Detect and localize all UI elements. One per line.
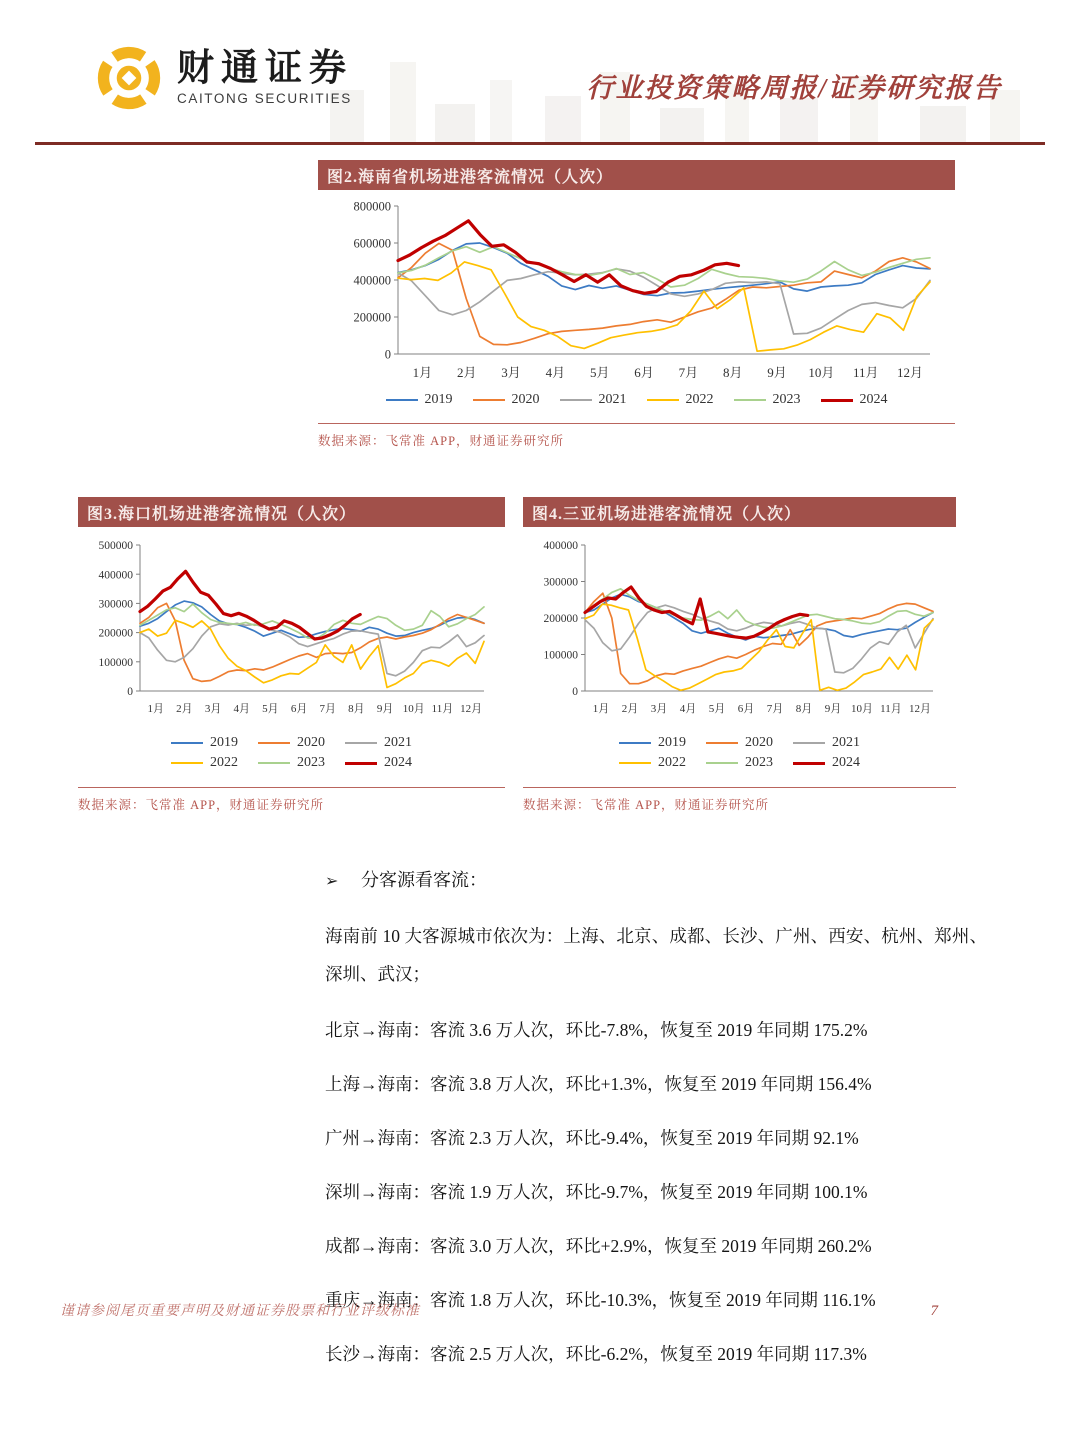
legend-label-2021: 2021: [598, 392, 627, 407]
data-source-haikou: 数据来源：飞常准 APP，财通证券研究所: [78, 798, 325, 812]
chart-section-sanya: [523, 497, 956, 813]
svg-text:4月: 4月: [545, 365, 566, 380]
series-line-2020: [140, 603, 484, 681]
legend-label-2024: 2024: [832, 755, 860, 770]
series-line-2023: [398, 247, 930, 287]
legend-swatch-2021: [560, 399, 592, 401]
legend-hainan: [318, 390, 955, 410]
legend-swatch-2022: [171, 762, 203, 764]
source-divider-sanya: [523, 787, 956, 788]
legend-item-2019: [619, 735, 686, 751]
svg-text:10月: 10月: [402, 703, 425, 715]
company-name-cn: 财通证券: [177, 48, 353, 90]
haikou-airport-line-chart: [78, 537, 498, 717]
svg-text:0: 0: [572, 686, 578, 699]
series-line-2022: [585, 604, 933, 690]
svg-text:0: 0: [127, 686, 133, 699]
route-flow-changsha: 长沙→海南：客流 2.5 万人次，环比-6.2%，恢复至 2019 年同期 117.3%: [325, 1344, 867, 1365]
legend-label-2019: 2019: [658, 735, 686, 750]
top-source-cities-paragraph: 海南前 10 大客源城市依次为：上海、北京、成都、长沙、广州、西安、杭州、郑州、深圳、武汉；: [325, 926, 987, 984]
svg-text:400000: 400000: [98, 569, 133, 582]
company-logo: [95, 44, 353, 112]
svg-text:0: 0: [384, 347, 391, 362]
legend-item-2022: [171, 755, 238, 771]
svg-text:5月: 5月: [589, 365, 610, 380]
svg-text:8月: 8月: [722, 365, 743, 380]
legend-swatch-2020: [706, 742, 738, 744]
svg-text:4月: 4月: [233, 703, 251, 715]
legend-swatch-2024: [821, 399, 853, 402]
svg-text:800000: 800000: [353, 199, 391, 214]
svg-text:9月: 9月: [767, 365, 787, 380]
svg-text:6月: 6月: [290, 703, 308, 715]
series-line-2024: [585, 587, 808, 638]
legend-swatch-2023: [258, 762, 290, 764]
legend-item-2019: [171, 735, 238, 751]
svg-text:100000: 100000: [98, 656, 133, 669]
legend-item-2024: [793, 755, 860, 771]
company-name-en: CAITONG SECURITIES: [177, 90, 352, 106]
legend-swatch-2022: [647, 399, 679, 401]
header-divider: [35, 142, 1045, 145]
route-flow-shenzhen: 深圳→海南：客流 1.9 万人次，环比-9.7%，恢复至 2019 年同期 100.1%: [325, 1182, 868, 1203]
legend-label-2022: 2022: [685, 392, 714, 407]
svg-text:9月: 9月: [376, 703, 394, 715]
chart-title-hainan: 图2.海南省机场进港客流情况（人次）: [318, 160, 955, 190]
legend-item-2023: [734, 392, 801, 408]
svg-text:10月: 10月: [808, 365, 835, 380]
source-divider-haikou: [78, 787, 505, 788]
legend-item-2019: [386, 392, 453, 408]
route-flow-shanghai: 上海→海南：客流 3.8 万人次，环比+1.3%，恢复至 2019 年同期 156.4%: [325, 1074, 872, 1095]
legend-item-2022: [647, 392, 714, 408]
svg-text:500000: 500000: [98, 540, 133, 553]
legend-item-2020: [706, 735, 773, 751]
hainan-airport-line-chart-svg: [322, 198, 952, 382]
source-divider-hainan: [318, 423, 955, 424]
svg-text:11月: 11月: [880, 703, 902, 715]
svg-text:12月: 12月: [897, 365, 924, 380]
svg-text:8月: 8月: [348, 703, 365, 715]
svg-text:200000: 200000: [98, 627, 133, 640]
legend-label-2021: 2021: [832, 735, 860, 750]
hainan-airport-line-chart: [322, 198, 952, 382]
legend-item-2023: [258, 755, 325, 771]
svg-text:200000: 200000: [353, 310, 391, 325]
legend-sanya: [575, 733, 905, 773]
svg-text:300000: 300000: [543, 576, 578, 589]
caitong-coin-icon: [95, 44, 163, 112]
svg-text:6月: 6月: [634, 365, 654, 380]
svg-text:5月: 5月: [262, 703, 279, 715]
page-footer: [60, 1300, 938, 1320]
legend-item-2020: [473, 392, 540, 408]
series-line-2021: [398, 269, 930, 334]
svg-text:2月: 2月: [456, 365, 477, 380]
legend-label-2023: 2023: [297, 755, 325, 770]
legend-item-2021: [793, 735, 860, 751]
legend-label-2023: 2023: [745, 755, 773, 770]
legend-swatch-2024: [345, 762, 377, 765]
legend-swatch-2023: [734, 399, 766, 401]
legend-label-2019: 2019: [210, 735, 238, 750]
svg-text:2月: 2月: [176, 703, 193, 715]
legend-swatch-2021: [345, 742, 377, 744]
legend-item-2024: [821, 392, 888, 408]
svg-text:9月: 9月: [824, 703, 842, 715]
svg-text:1月: 1月: [592, 703, 610, 715]
svg-text:6月: 6月: [737, 703, 755, 715]
legend-label-2024: 2024: [859, 392, 888, 407]
legend-item-2024: [345, 755, 412, 771]
svg-text:12月: 12月: [908, 703, 931, 715]
legend-swatch-2023: [706, 762, 738, 764]
legend-swatch-2022: [619, 762, 651, 764]
svg-text:5月: 5月: [708, 703, 726, 715]
svg-text:11月: 11月: [852, 365, 879, 380]
svg-text:600000: 600000: [353, 236, 391, 251]
data-source-hainan: 数据来源：飞常准 APP，财通证券研究所: [318, 434, 565, 448]
series-line-2024: [398, 221, 739, 293]
data-source-sanya: 数据来源：飞常准 APP，财通证券研究所: [523, 798, 770, 812]
legend-label-2024: 2024: [384, 755, 412, 770]
svg-text:200000: 200000: [543, 613, 578, 626]
route-flow-beijing: 北京→海南：客流 3.6 万人次，环比-7.8%，恢复至 2019 年同期 175.2%: [325, 1020, 868, 1041]
route-flow-guangzhou: 广州→海南：客流 2.3 万人次，环比-9.4%，恢复至 2019 年同期 92.1%: [325, 1128, 859, 1149]
svg-text:3月: 3月: [204, 703, 222, 715]
sanya-airport-line-chart: [523, 537, 947, 717]
legend-label-2020: 2020: [745, 735, 773, 750]
svg-text:7月: 7月: [678, 365, 699, 380]
svg-text:1月: 1月: [412, 365, 433, 380]
legend-label-2020: 2020: [511, 392, 540, 407]
svg-text:300000: 300000: [98, 598, 133, 611]
section-heading-line: [325, 866, 987, 892]
chart-section-hainan: [318, 160, 955, 449]
series-line-2023: [140, 604, 484, 639]
haikou-airport-line-chart-svg: [78, 537, 498, 717]
svg-text:12月: 12月: [460, 703, 483, 715]
legend-swatch-2019: [171, 742, 203, 744]
legend-swatch-2020: [258, 742, 290, 744]
legend-label-2023: 2023: [772, 392, 801, 407]
legend-label-2022: 2022: [210, 755, 238, 770]
chart-title-sanya: 图4.三亚机场进港客流情况（人次）: [523, 497, 956, 527]
svg-text:10月: 10月: [850, 703, 873, 715]
report-type-title: 行业投资策略周报/证券研究报告: [586, 73, 1002, 103]
svg-text:400000: 400000: [543, 540, 578, 553]
chart-title-haikou: 图3.海口机场进港客流情况（人次）: [78, 497, 505, 527]
legend-item-2020: [258, 735, 325, 751]
svg-text:11月: 11月: [431, 703, 454, 715]
legend-swatch-2019: [619, 742, 651, 744]
legend-item-2021: [345, 735, 412, 751]
sanya-airport-line-chart-svg: [523, 537, 947, 717]
svg-text:2月: 2月: [621, 703, 639, 715]
route-flow-chongqing: 重庆→海南：客流 1.8 万人次，环比-10.3%，恢复至 2019 年同期 116.1%: [325, 1290, 876, 1311]
svg-text:7月: 7月: [319, 703, 337, 715]
legend-label-2021: 2021: [384, 735, 412, 750]
arrow-bullet-icon: ➢: [325, 873, 339, 890]
series-line-2019: [140, 601, 484, 637]
legend-item-2022: [619, 755, 686, 771]
legend-item-2021: [560, 392, 627, 408]
svg-text:4月: 4月: [679, 703, 697, 715]
svg-text:400000: 400000: [353, 273, 391, 288]
svg-text:7月: 7月: [766, 703, 784, 715]
series-line-2021: [140, 623, 484, 676]
svg-text:1月: 1月: [147, 703, 165, 715]
route-flow-chengdu: 成都→海南：客流 3.0 万人次，环比+2.9%，恢复至 2019 年同期 260.2%: [325, 1236, 872, 1257]
page-number: 7: [930, 1303, 938, 1319]
legend-swatch-2024: [793, 762, 825, 765]
svg-text:3月: 3月: [501, 365, 521, 380]
legend-label-2019: 2019: [424, 392, 453, 407]
legend-haikou: [127, 733, 457, 773]
section-heading: 分客源看客流：: [361, 870, 487, 890]
chart-section-haikou: [78, 497, 505, 813]
svg-text:8月: 8月: [795, 703, 813, 715]
legend-swatch-2020: [473, 399, 505, 401]
legend-label-2020: 2020: [297, 735, 325, 750]
legend-label-2022: 2022: [658, 755, 686, 770]
company-name-block: [177, 50, 353, 106]
legend-swatch-2019: [386, 399, 418, 401]
svg-text:100000: 100000: [543, 649, 578, 662]
legend-item-2023: [706, 755, 773, 771]
legend-swatch-2021: [793, 742, 825, 744]
footer-disclaimer: 谨请参阅尾页重要声明及财通证券股票和行业评级标准: [60, 1304, 420, 1319]
svg-text:3月: 3月: [650, 703, 668, 715]
